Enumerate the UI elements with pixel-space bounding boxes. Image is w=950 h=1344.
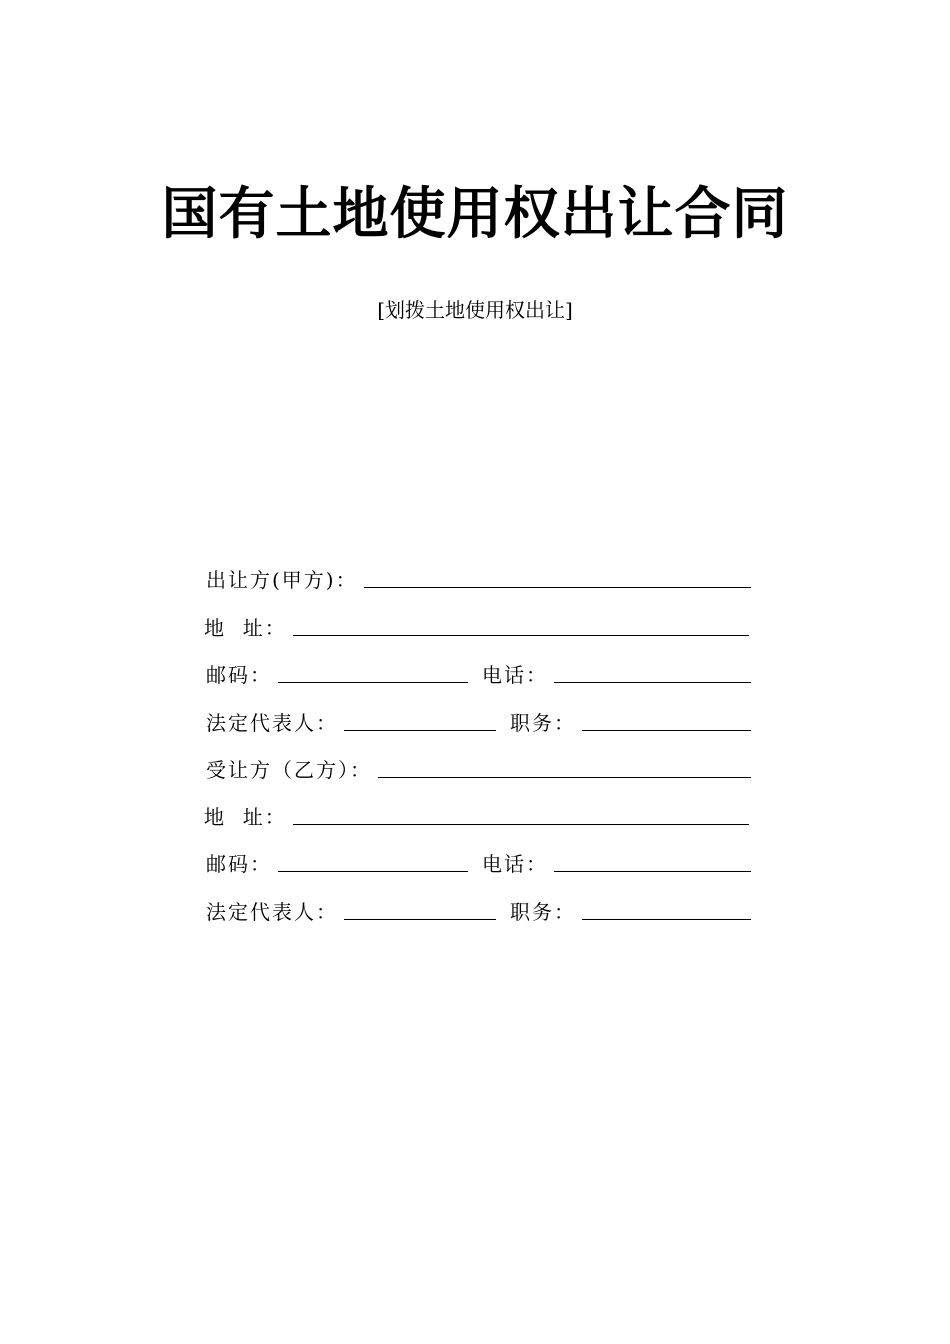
party-a-contact-row <box>206 657 751 687</box>
party-b-phone-label: 电话： <box>482 852 548 876</box>
party-a-name-label: 出让方(甲方)： <box>206 568 358 592</box>
party-a-address-blank[interactable] <box>293 613 749 636</box>
party-a-address-label: 地 址： <box>204 616 287 640</box>
party-b-name-label: 受让方（乙方）： <box>206 758 372 782</box>
party-a-name-blank[interactable] <box>364 565 751 588</box>
party-a-position-blank[interactable] <box>582 708 751 731</box>
party-b-address-blank[interactable] <box>293 802 749 825</box>
party-b-contact-row <box>206 846 751 876</box>
party-b-address-label: 地 址： <box>204 805 287 829</box>
party-b-address-row <box>204 799 749 829</box>
party-a-rep-label: 法定代表人： <box>206 711 338 735</box>
document-title: 国有土地使用权出让合同 <box>161 182 789 247</box>
party-b-rep-label: 法定代表人： <box>206 900 338 924</box>
party-b-postcode-label: 邮码： <box>206 852 272 876</box>
party-a-postcode-label: 邮码： <box>206 663 272 687</box>
party-a-postcode-blank[interactable] <box>278 660 468 683</box>
party-a-name-row <box>206 562 751 592</box>
party-a-phone-label: 电话： <box>482 663 548 687</box>
party-a-position-label: 职务： <box>510 711 576 735</box>
party-a-rep-row <box>206 705 751 735</box>
party-b-phone-blank[interactable] <box>554 849 751 872</box>
party-b-postcode-blank[interactable] <box>278 849 468 872</box>
party-b-rep-row <box>206 894 751 924</box>
party-b-position-blank[interactable] <box>582 897 751 920</box>
party-b-name-blank[interactable] <box>378 755 751 778</box>
party-b-name-row <box>206 752 751 782</box>
document-subtitle: [划拨土地使用权出让] <box>377 298 573 322</box>
party-a-phone-blank[interactable] <box>554 660 751 683</box>
party-b-rep-blank[interactable] <box>344 897 496 920</box>
party-a-rep-blank[interactable] <box>344 708 496 731</box>
party-a-address-row <box>204 610 749 640</box>
party-b-position-label: 职务： <box>510 900 576 924</box>
